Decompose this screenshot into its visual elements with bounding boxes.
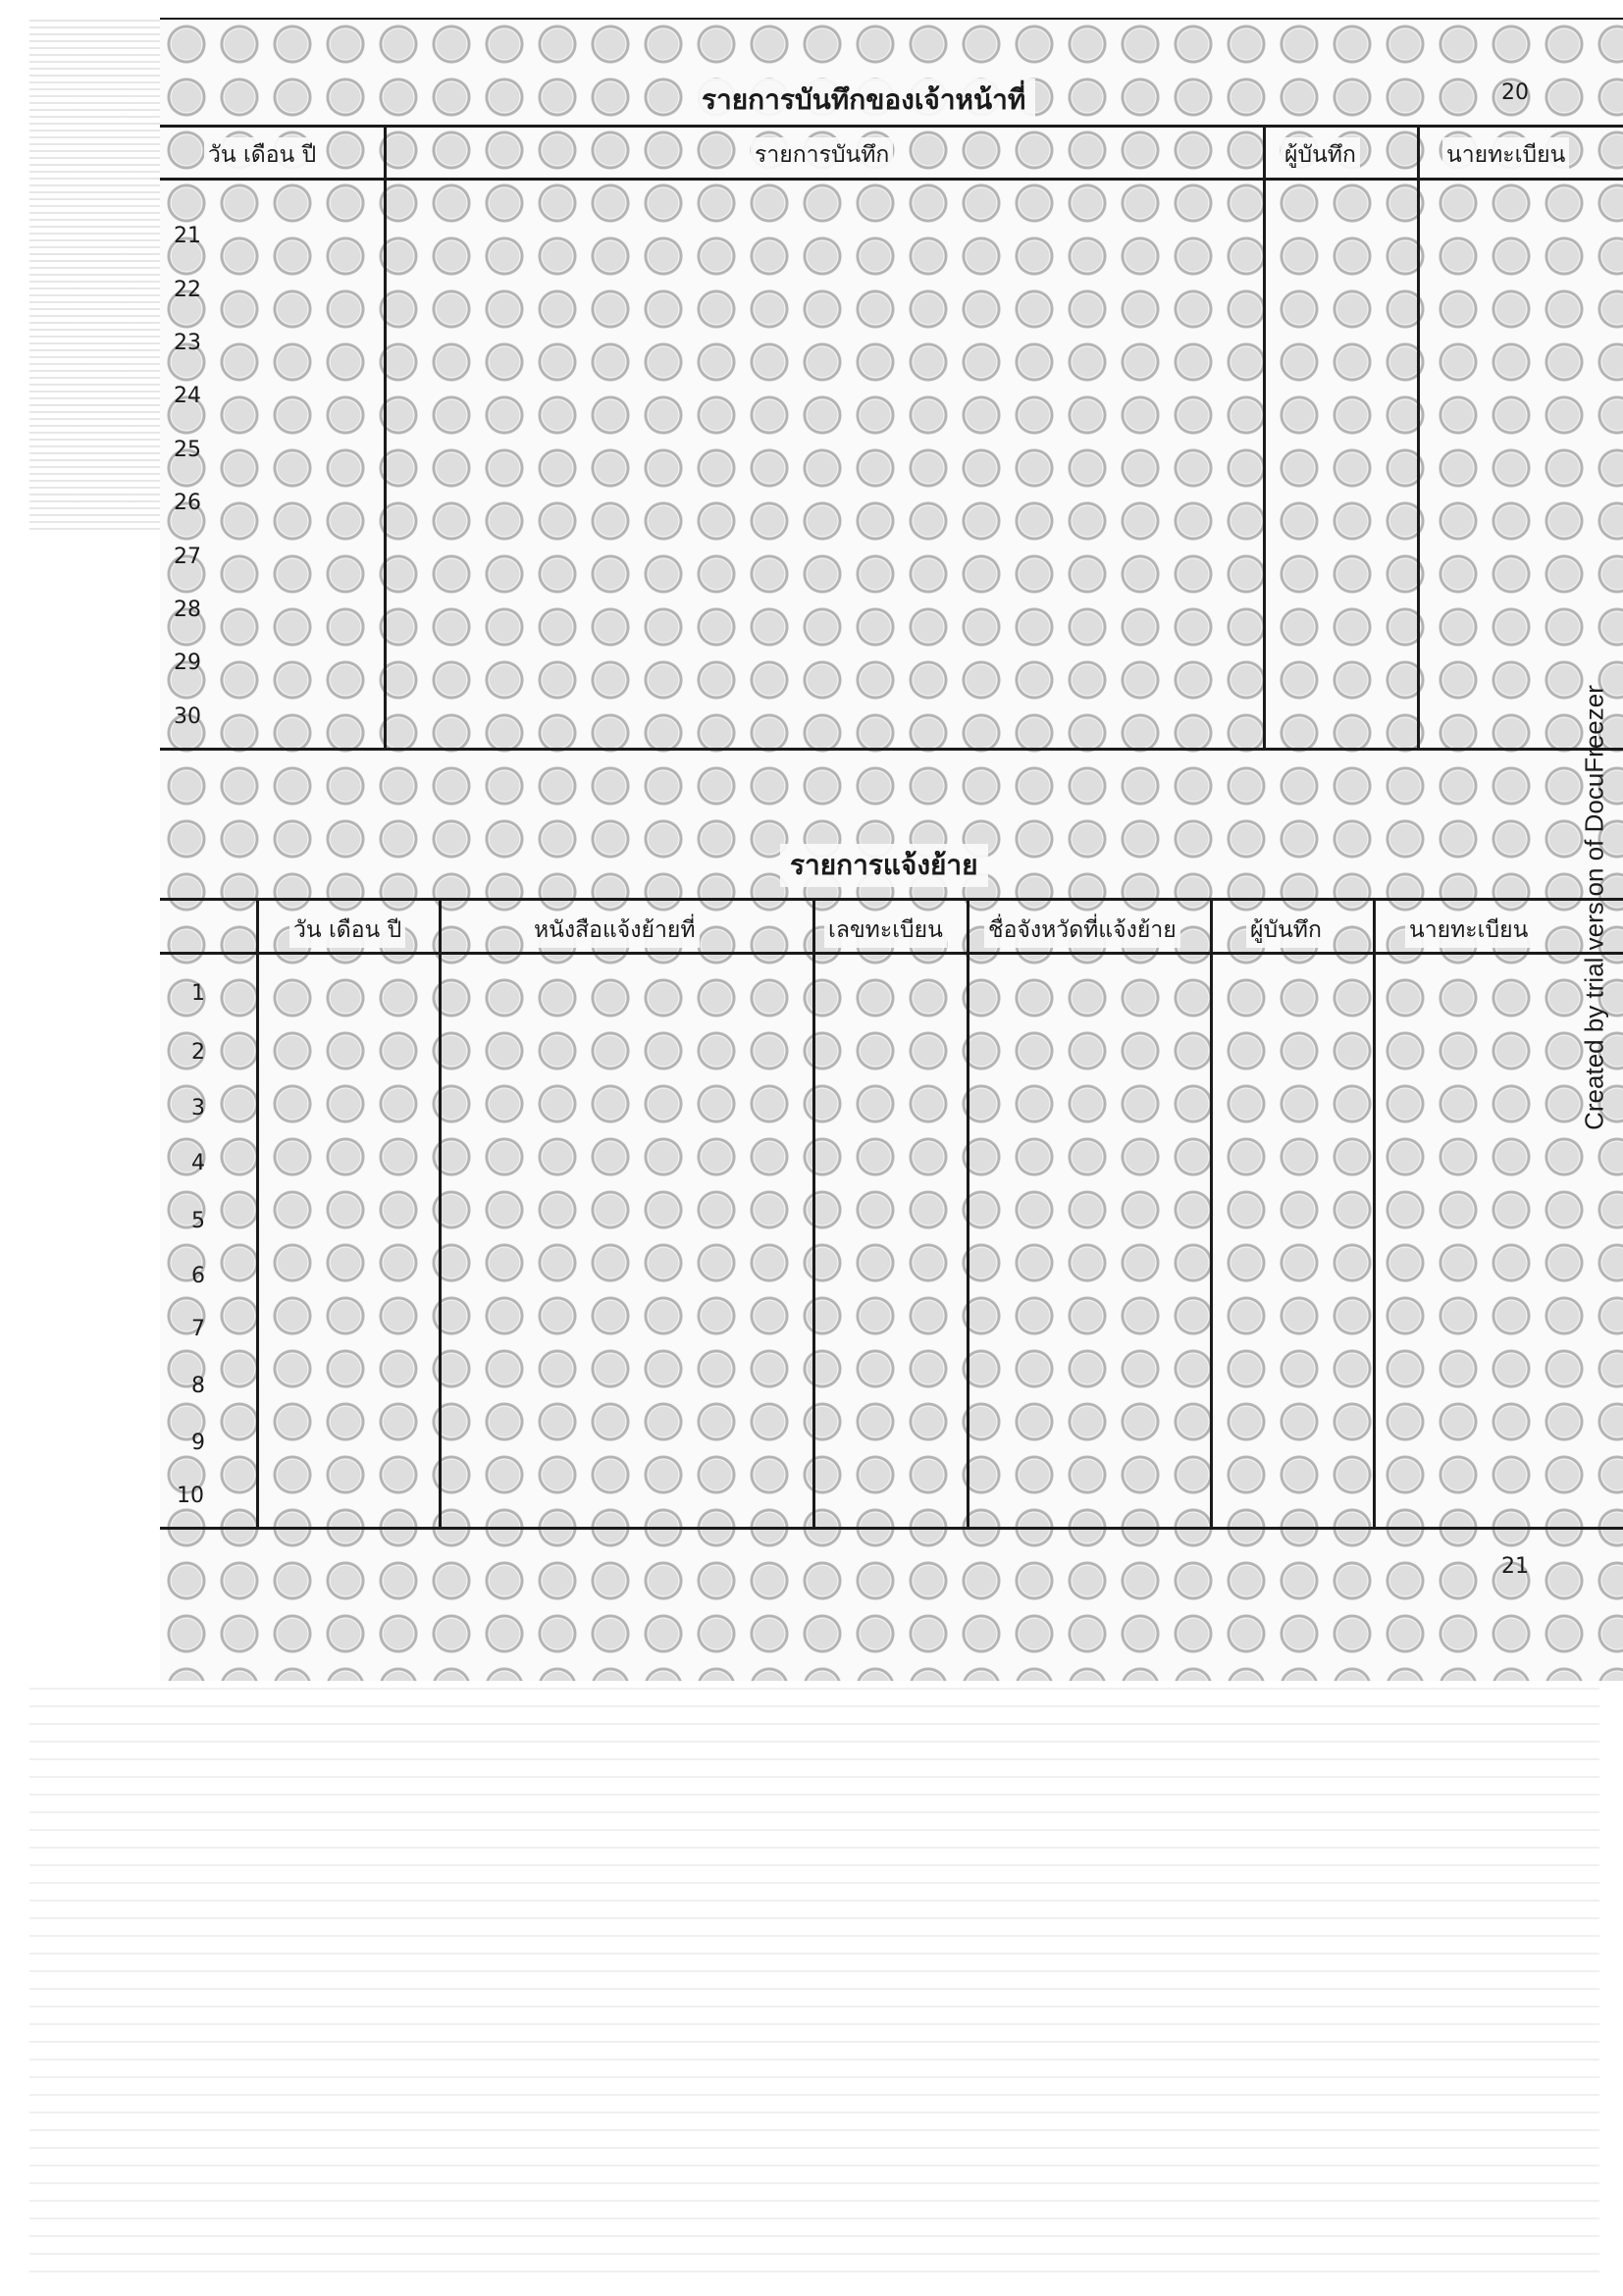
header-bottom-line <box>160 178 1623 181</box>
row-number: 2 <box>191 1040 205 1065</box>
column-divider <box>256 898 259 1527</box>
row-number: 29 <box>174 651 201 675</box>
column-divider <box>812 898 815 1527</box>
row-number: 27 <box>174 545 201 569</box>
column-header-registration-number: เลขทะเบียน <box>824 913 947 948</box>
column-divider <box>384 125 387 748</box>
row-number: 30 <box>174 704 201 729</box>
table-bottom-line <box>160 748 1623 751</box>
row-number: 26 <box>174 491 201 515</box>
column-divider <box>1417 125 1420 748</box>
row-number: 5 <box>191 1209 205 1233</box>
column-divider <box>1373 898 1376 1527</box>
row-number: 6 <box>191 1264 205 1288</box>
column-header-registrar: นายทะเบียน <box>1442 137 1569 173</box>
column-header-province: ชื่อจังหวัดที่แจ้งย้าย <box>984 913 1180 948</box>
trial-watermark: Created by trial version of DocuFreezer <box>1579 685 1609 1130</box>
column-divider <box>967 898 969 1527</box>
column-header-recorder: ผู้บันทึก <box>1281 137 1360 173</box>
top-border <box>160 18 1623 20</box>
column-divider <box>439 898 442 1527</box>
scan-artifact <box>29 20 167 530</box>
column-header-record: รายการบันทึก <box>751 137 893 173</box>
row-number: 25 <box>174 438 201 462</box>
header-bottom-line <box>160 952 1623 955</box>
row-number: 8 <box>191 1374 205 1398</box>
row-number: 28 <box>174 598 201 622</box>
column-header-recorder: ผู้บันทึก <box>1246 913 1326 948</box>
row-number: 1 <box>191 981 205 1006</box>
relocation-records-title: รายการแจ้งย้าย <box>780 844 988 887</box>
row-number: 24 <box>174 384 201 408</box>
page-number-21: 21 <box>1501 1554 1529 1579</box>
column-divider <box>1263 125 1266 748</box>
column-header-date: วัน เดือน ปี <box>204 137 320 173</box>
column-header-date: วัน เดือน ปี <box>289 913 405 948</box>
row-number: 9 <box>191 1431 205 1455</box>
scan-noise <box>29 1688 1599 2276</box>
row-number: 3 <box>191 1096 205 1121</box>
column-divider <box>1210 898 1213 1527</box>
table-bottom-line <box>160 1527 1623 1530</box>
header-top-line <box>160 125 1623 128</box>
row-number: 7 <box>191 1317 205 1341</box>
header-top-line <box>160 898 1623 901</box>
page-number-20: 20 <box>1501 80 1529 105</box>
row-number: 10 <box>177 1484 204 1508</box>
row-number: 22 <box>174 278 201 302</box>
row-number: 23 <box>174 331 201 355</box>
column-header-registrar: นายทะเบียน <box>1405 913 1532 948</box>
row-number: 4 <box>191 1151 205 1175</box>
officer-records-title: รายการบันทึกของเจ้าหน้าที่ <box>692 78 1035 122</box>
row-number: 21 <box>174 224 201 248</box>
column-header-notice: หนังสือแจ้งย้ายที่ <box>530 913 700 948</box>
